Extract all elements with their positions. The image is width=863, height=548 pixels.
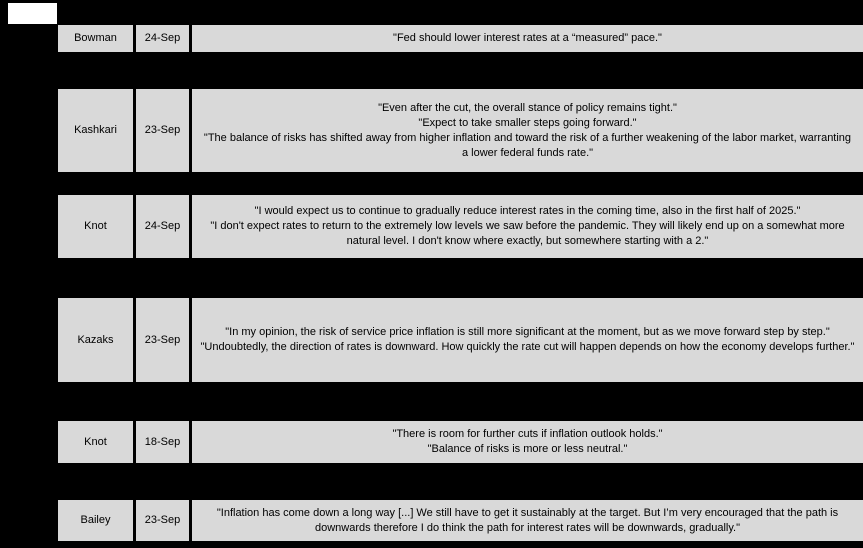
table-row: [58, 89, 863, 172]
date-cell: 24-Sep: [136, 25, 189, 52]
quote-text: "I would expect us to continue to gradually reduce interest rates in the coming time, also in the first half of 2025.": [254, 205, 801, 217]
quote-text: "Balance of risks is more or less neutral.": [427, 443, 628, 455]
quote-text: "Undoubtedly, the direction of rates is downward. How quickly the rate cut will happen depends on how the economy develops further.": [200, 341, 855, 353]
quote-text: "Expect to take smaller steps going forward.": [418, 116, 637, 129]
date-cell: 23-Sep: [136, 500, 189, 541]
quote-text: "I don't expect rates to return to the extremely low levels we saw before the pandemic. They will likely end up on a somewhat more natural level. I don't know where exactly, but somewhere starting with a 2.": [210, 220, 845, 247]
quote-cell: [192, 421, 863, 463]
quote-cell: [192, 195, 863, 258]
speaker-cell: Knot: [58, 195, 133, 258]
speaker-cell: Kazaks: [58, 298, 133, 382]
quote-text: "Even after the cut, the overall stance of policy remains tight.": [378, 101, 677, 114]
quote-text: "Inflation has come down a long way [...] We still have to get it sustainably at the target. But I’m very encouraged that the path is downwards therefore I do think the path for interest rates will be downwards, gradually.": [216, 506, 839, 534]
speaker-cell: Bowman: [58, 25, 133, 52]
table-row: [58, 500, 863, 541]
quote-cell: [192, 298, 863, 382]
quote-text: "In my opinion, the risk of service price inflation is still more significant at the moment, but as we move forward step by step.": [225, 326, 830, 338]
speaker-cell: Bailey: [58, 500, 133, 541]
table-row: [58, 298, 863, 382]
quote-cell: [192, 500, 863, 541]
date-cell: 23-Sep: [136, 89, 189, 172]
quote-cell: [192, 89, 863, 172]
table-row: [58, 421, 863, 463]
speaker-cell: Knot: [58, 421, 133, 463]
quote-text: "There is room for further cuts if inflation outlook holds.": [392, 428, 663, 440]
date-cell: 18-Sep: [136, 421, 189, 463]
speaker-cell: Kashkari: [58, 89, 133, 172]
table-row: [58, 195, 863, 258]
table-row: [58, 25, 863, 52]
date-cell: 24-Sep: [136, 195, 189, 258]
quote-cell: [192, 25, 863, 52]
quote-text: "The balance of risks has shifted away from higher inflation and toward the risk of a further weakening of the labor market, warranting a lower federal funds rate.": [203, 131, 852, 159]
date-cell: 23-Sep: [136, 298, 189, 382]
quote-text: "Fed should lower interest rates at a “measured” pace.": [393, 32, 662, 44]
